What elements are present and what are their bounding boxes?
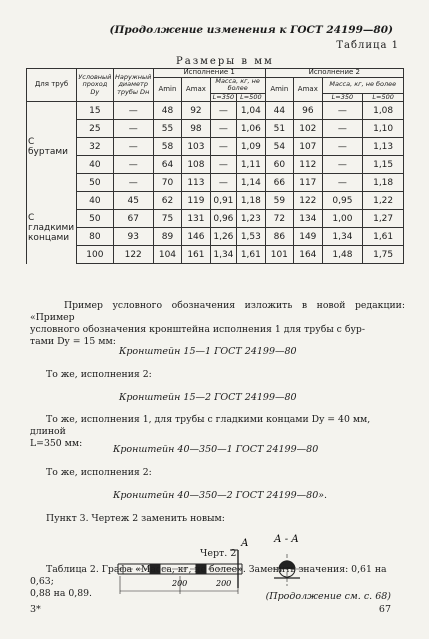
table-cell: 1,75 <box>363 246 404 264</box>
table-cell: 1,34 <box>322 228 363 246</box>
designation-1: Кронштейн 15—1 ГОСТ 24199—80 <box>119 346 297 357</box>
table-cell: 50 <box>76 174 113 192</box>
sizes-title: Размеры в мм <box>176 56 274 67</box>
table-row <box>27 246 404 264</box>
paragraph-example <box>30 300 405 348</box>
table-cell: 92 <box>182 102 210 120</box>
col-header-exec2: Исполнение 2 <box>265 69 403 78</box>
col-header-l350-1: L=350 <box>210 93 236 102</box>
table-cell: 0,96 <box>210 210 236 228</box>
table-cell: 89 <box>153 228 181 246</box>
table-cell: 101 <box>265 246 293 264</box>
designation-4: Кронштейн 40—350—2 ГОСТ 24199—80». <box>113 490 328 501</box>
table-cell: 102 <box>294 120 322 138</box>
table-row <box>27 210 404 228</box>
table-cell: — <box>322 156 363 174</box>
table-cell: 80 <box>76 228 113 246</box>
table-cell: 93 <box>113 228 153 246</box>
table-cell: 15 <box>76 102 113 120</box>
col-header-l350-2: L=350 <box>322 93 363 102</box>
table-cell: 1,11 <box>237 156 265 174</box>
table-cell: 44 <box>265 102 293 120</box>
table-cell: 161 <box>182 246 210 264</box>
col-header-amax-2: Amax <box>294 77 322 102</box>
paragraph-exec2b: То же, исполнения 2: <box>46 467 152 478</box>
table-cell: 51 <box>265 120 293 138</box>
table-cell: — <box>322 102 363 120</box>
table-cell: 1,06 <box>237 120 265 138</box>
page-number: 67 <box>378 604 391 615</box>
designation-3: Кронштейн 40—350—1 ГОСТ 24199—80 <box>113 444 319 455</box>
table-cell: 86 <box>265 228 293 246</box>
dimension-right: 200 <box>216 579 232 588</box>
table-cell: 25 <box>76 120 113 138</box>
table-cell: 32 <box>76 138 113 156</box>
table-cell: 1,18 <box>363 174 404 192</box>
col-header-for-pipes: Для труб <box>27 69 77 102</box>
table-row <box>27 102 404 120</box>
section-title: А - А <box>274 534 299 545</box>
table-cell: 40 <box>76 156 113 174</box>
table-cell: 1,08 <box>363 102 404 120</box>
col-header-exec1: Исполнение 1 <box>153 69 265 78</box>
table-cell: — <box>113 120 153 138</box>
table-cell: — <box>210 120 236 138</box>
table-cell: 131 <box>182 210 210 228</box>
table-cell: 1,48 <box>322 246 363 264</box>
paragraph-exec2: То же, исполнения 2: <box>46 369 152 380</box>
table-cell: 62 <box>153 192 181 210</box>
table-cell: 112 <box>294 156 322 174</box>
table-cell: 1,26 <box>210 228 236 246</box>
table-cell: 1,13 <box>363 138 404 156</box>
table2-line-1: Таблица 2. Графа «Масса, кг, не более». Заменить значения: 0,61 на 0,63; <box>30 564 387 587</box>
table-cell: 113 <box>182 174 210 192</box>
table-cell: 66 <box>265 174 293 192</box>
table-cell: 104 <box>153 246 181 264</box>
table-cell: — <box>322 174 363 192</box>
table-cell: 64 <box>153 156 181 174</box>
col-header-l500-1: L=500 <box>237 93 265 102</box>
table-cell: 100 <box>76 246 113 264</box>
paragraph-item3: Пункт 3. Чертеж 2 заменить новым: <box>46 513 225 524</box>
col-header-l500-2: L=500 <box>363 93 404 102</box>
continuation-header: (Продолжение изменения к ГОСТ 24199—80) <box>109 24 393 36</box>
table-cell: 117 <box>294 174 322 192</box>
smooth-line-2: L=350 мм: <box>30 438 83 449</box>
example-line-3: тами Dy = 15 мм: <box>30 336 116 347</box>
example-line-2: условного обозначения кронштейна исполнения 1 для трубы с бур- <box>30 324 366 335</box>
table-cell: — <box>113 156 153 174</box>
smooth-line-1: То же, исполнения 1, для трубы с гладкими концами Dy = 40 мм, длиной <box>30 414 371 437</box>
table-cell: 107 <box>294 138 322 156</box>
designation-2: Кронштейн 15—2 ГОСТ 24199—80 <box>119 392 297 403</box>
col-header-mass-1: Масса, кг, не более <box>210 77 265 93</box>
table-cell: 1,15 <box>363 156 404 174</box>
table-cell: 1,23 <box>237 210 265 228</box>
pipe-group-label: С буртами <box>27 102 77 192</box>
table-cell: 1,27 <box>363 210 404 228</box>
table-cell: 72 <box>265 210 293 228</box>
table-cell: 70 <box>153 174 181 192</box>
table-number: Таблица 1 <box>336 40 399 51</box>
table-cell: — <box>113 138 153 156</box>
table-cell: 122 <box>294 192 322 210</box>
table-cell: 45 <box>113 192 153 210</box>
table-row <box>27 228 404 246</box>
col-header-amin-2: Amin <box>265 77 293 102</box>
table-cell: — <box>322 138 363 156</box>
table-cell: 50 <box>76 210 113 228</box>
table-cell: 108 <box>182 156 210 174</box>
section-mark: А <box>241 538 249 549</box>
signature-mark: 3* <box>30 604 41 615</box>
table-cell: 59 <box>265 192 293 210</box>
table-cell: — <box>113 102 153 120</box>
table-cell: 40 <box>76 192 113 210</box>
table-cell: — <box>210 174 236 192</box>
table-cell: 55 <box>153 120 181 138</box>
table-row <box>27 156 404 174</box>
table-cell: 164 <box>294 246 322 264</box>
example-line-1: Пример условного обозначения изложить в новой редакции: «Пример <box>30 300 405 323</box>
table-body <box>27 102 404 264</box>
table-cell: 1,61 <box>363 228 404 246</box>
table-cell: 67 <box>113 210 153 228</box>
table-cell: 122 <box>113 246 153 264</box>
table-cell: 98 <box>182 120 210 138</box>
col-header-dy: Условный проход Dy <box>76 69 113 102</box>
table-cell: — <box>210 156 236 174</box>
sizes-table <box>26 68 404 264</box>
col-header-mass-2: Масса, кг, не более <box>322 77 403 93</box>
table-cell: — <box>113 174 153 192</box>
table-cell: — <box>322 120 363 138</box>
table-cell: 134 <box>294 210 322 228</box>
table-cell: 75 <box>153 210 181 228</box>
table-cell: 1,53 <box>237 228 265 246</box>
table-cell: — <box>210 138 236 156</box>
table-cell: — <box>210 102 236 120</box>
table-cell: 149 <box>294 228 322 246</box>
continued-note: (Продолжение см. с. 68) <box>265 591 391 602</box>
table-cell: 1,18 <box>237 192 265 210</box>
col-header-amin-1: Amin <box>153 77 181 102</box>
table-cell: 1,00 <box>322 210 363 228</box>
dimension-left: 200 <box>172 579 188 588</box>
table-row <box>27 192 404 210</box>
table-cell: 1,34 <box>210 246 236 264</box>
table-cell: 58 <box>153 138 181 156</box>
table-cell: 1,22 <box>363 192 404 210</box>
table-cell: 1,10 <box>363 120 404 138</box>
table-row <box>27 120 404 138</box>
figure-caption: Черт. 2 <box>200 548 237 559</box>
table2-line-2: 0,88 на 0,89. <box>30 588 93 599</box>
table-cell: 119 <box>182 192 210 210</box>
table-cell: 96 <box>294 102 322 120</box>
table-cell: 1,04 <box>237 102 265 120</box>
table-cell: 48 <box>153 102 181 120</box>
table-cell: 146 <box>182 228 210 246</box>
table-cell: 1,14 <box>237 174 265 192</box>
col-header-amax-1: Amax <box>182 77 210 102</box>
table-cell: 103 <box>182 138 210 156</box>
table-cell: 1,61 <box>237 246 265 264</box>
table-cell: 1,09 <box>237 138 265 156</box>
table-cell: 54 <box>265 138 293 156</box>
col-header-dn: Наружный диаметр трубы Dн <box>113 69 153 102</box>
table-row <box>27 138 404 156</box>
table-cell: 0,91 <box>210 192 236 210</box>
table-cell: 0,95 <box>322 192 363 210</box>
table-cell: 60 <box>265 156 293 174</box>
pipe-group-label: С гладкими концами <box>27 192 77 264</box>
table-row <box>27 174 404 192</box>
